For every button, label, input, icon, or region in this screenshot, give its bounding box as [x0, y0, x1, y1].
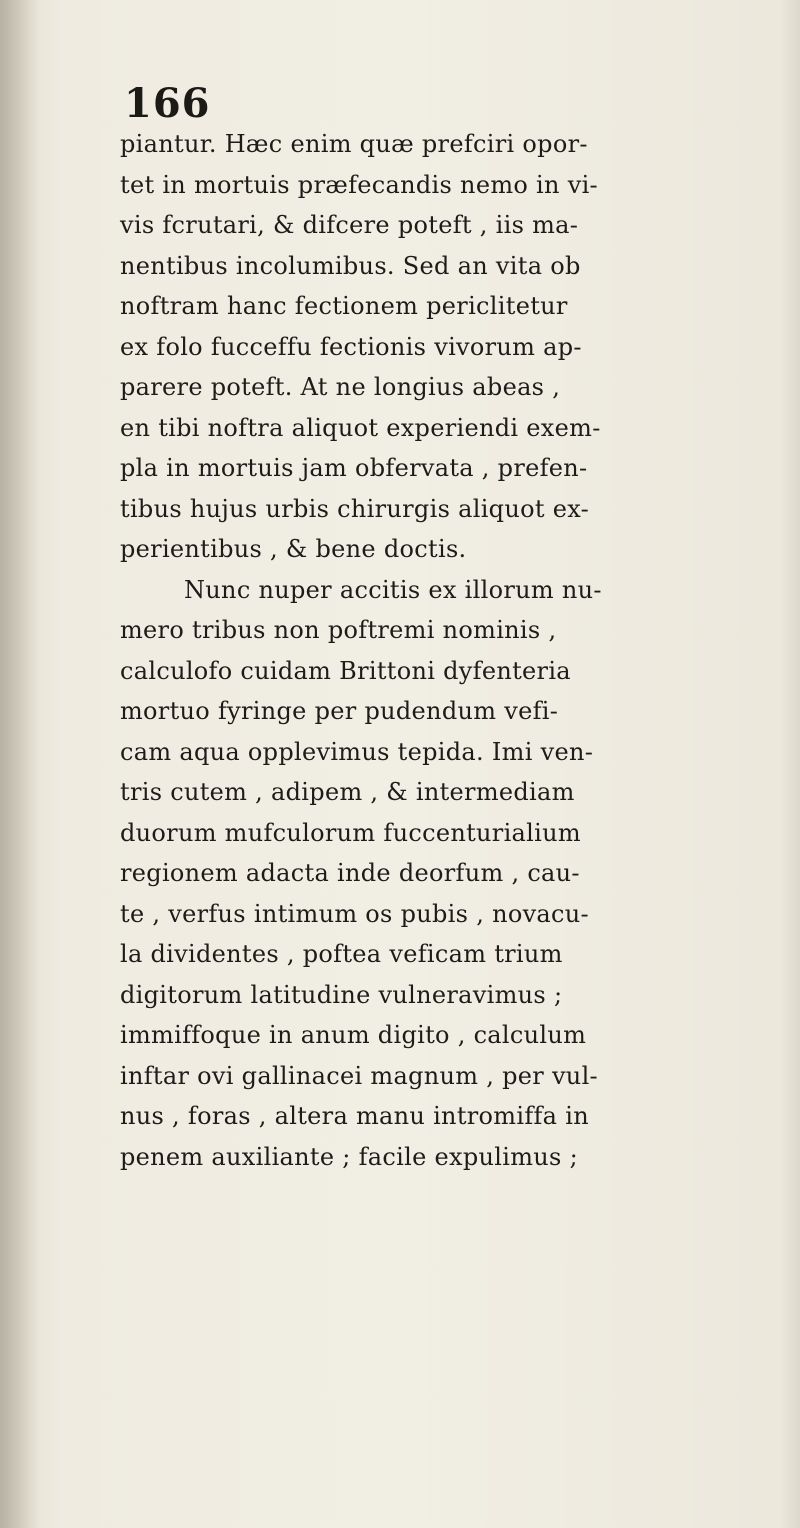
- text-line: mero tribus non poftremi nominis ,: [120, 616, 557, 644]
- text-line: parere poteft. At ne longius abeas ,: [120, 373, 561, 401]
- text-line: inftar ovi gallinacei magnum , per vul-: [120, 1061, 598, 1090]
- text-line: noftram hanc fectionem periclitetur: [120, 292, 568, 320]
- text-line: pla in mortuis jam obfervata , prefen-: [120, 454, 588, 482]
- text-line: nentibus incolumibus. Sed an vita ob: [120, 251, 581, 280]
- body-text: [120, 124, 800, 1177]
- text-line: calculofo cuidam Brittoni dyfenteria: [120, 656, 571, 685]
- text-line: regionem adacta inde deorfum , cau-: [120, 859, 580, 887]
- text-line: vis fcrutari, & difcere poteft , iis ma-: [120, 211, 579, 239]
- text-line: Nunc nuper accitis ex illorum nu-: [184, 575, 602, 604]
- text-line: ex folo fucceffu fectionis vivorum ap-: [120, 332, 582, 361]
- text-line: la dividentes , poftea veficam trium: [120, 940, 563, 968]
- text-line: te , verfus intimum os pubis , novacu-: [120, 899, 589, 928]
- text-line: mortuo fyringe per pudendum vefi-: [120, 697, 559, 725]
- text-line: duorum mufculorum fuccenturialium: [120, 818, 581, 847]
- page-number: 166: [124, 80, 211, 127]
- text-line: en tibi noftra aliquot experiendi exem-: [120, 413, 601, 442]
- gutter-shadow: [0, 0, 40, 1528]
- text-line: perientibus , & bene doctis.: [120, 535, 467, 563]
- text-line: immiffoque in anum digito , calculum: [120, 1021, 587, 1049]
- text-line: nus , foras , altera manu intromiffa in: [120, 1102, 589, 1130]
- text-line: cam aqua opplevimus tepida. Imi ven-: [120, 737, 594, 766]
- text-line: digitorum latitudine vulneravimus ;: [120, 980, 563, 1009]
- text-line: tet in mortuis præfecandis nemo in vi-: [120, 170, 598, 199]
- text-line: piantur. Hæc enim quæ prefciri opor-: [120, 130, 588, 158]
- text-line: tris cutem , adipem , & intermediam: [120, 778, 575, 806]
- text-line: tibus hujus urbis chirurgis aliquot ex-: [120, 494, 590, 523]
- text-line: penem auxiliante ; facile expulimus ;: [120, 1142, 578, 1171]
